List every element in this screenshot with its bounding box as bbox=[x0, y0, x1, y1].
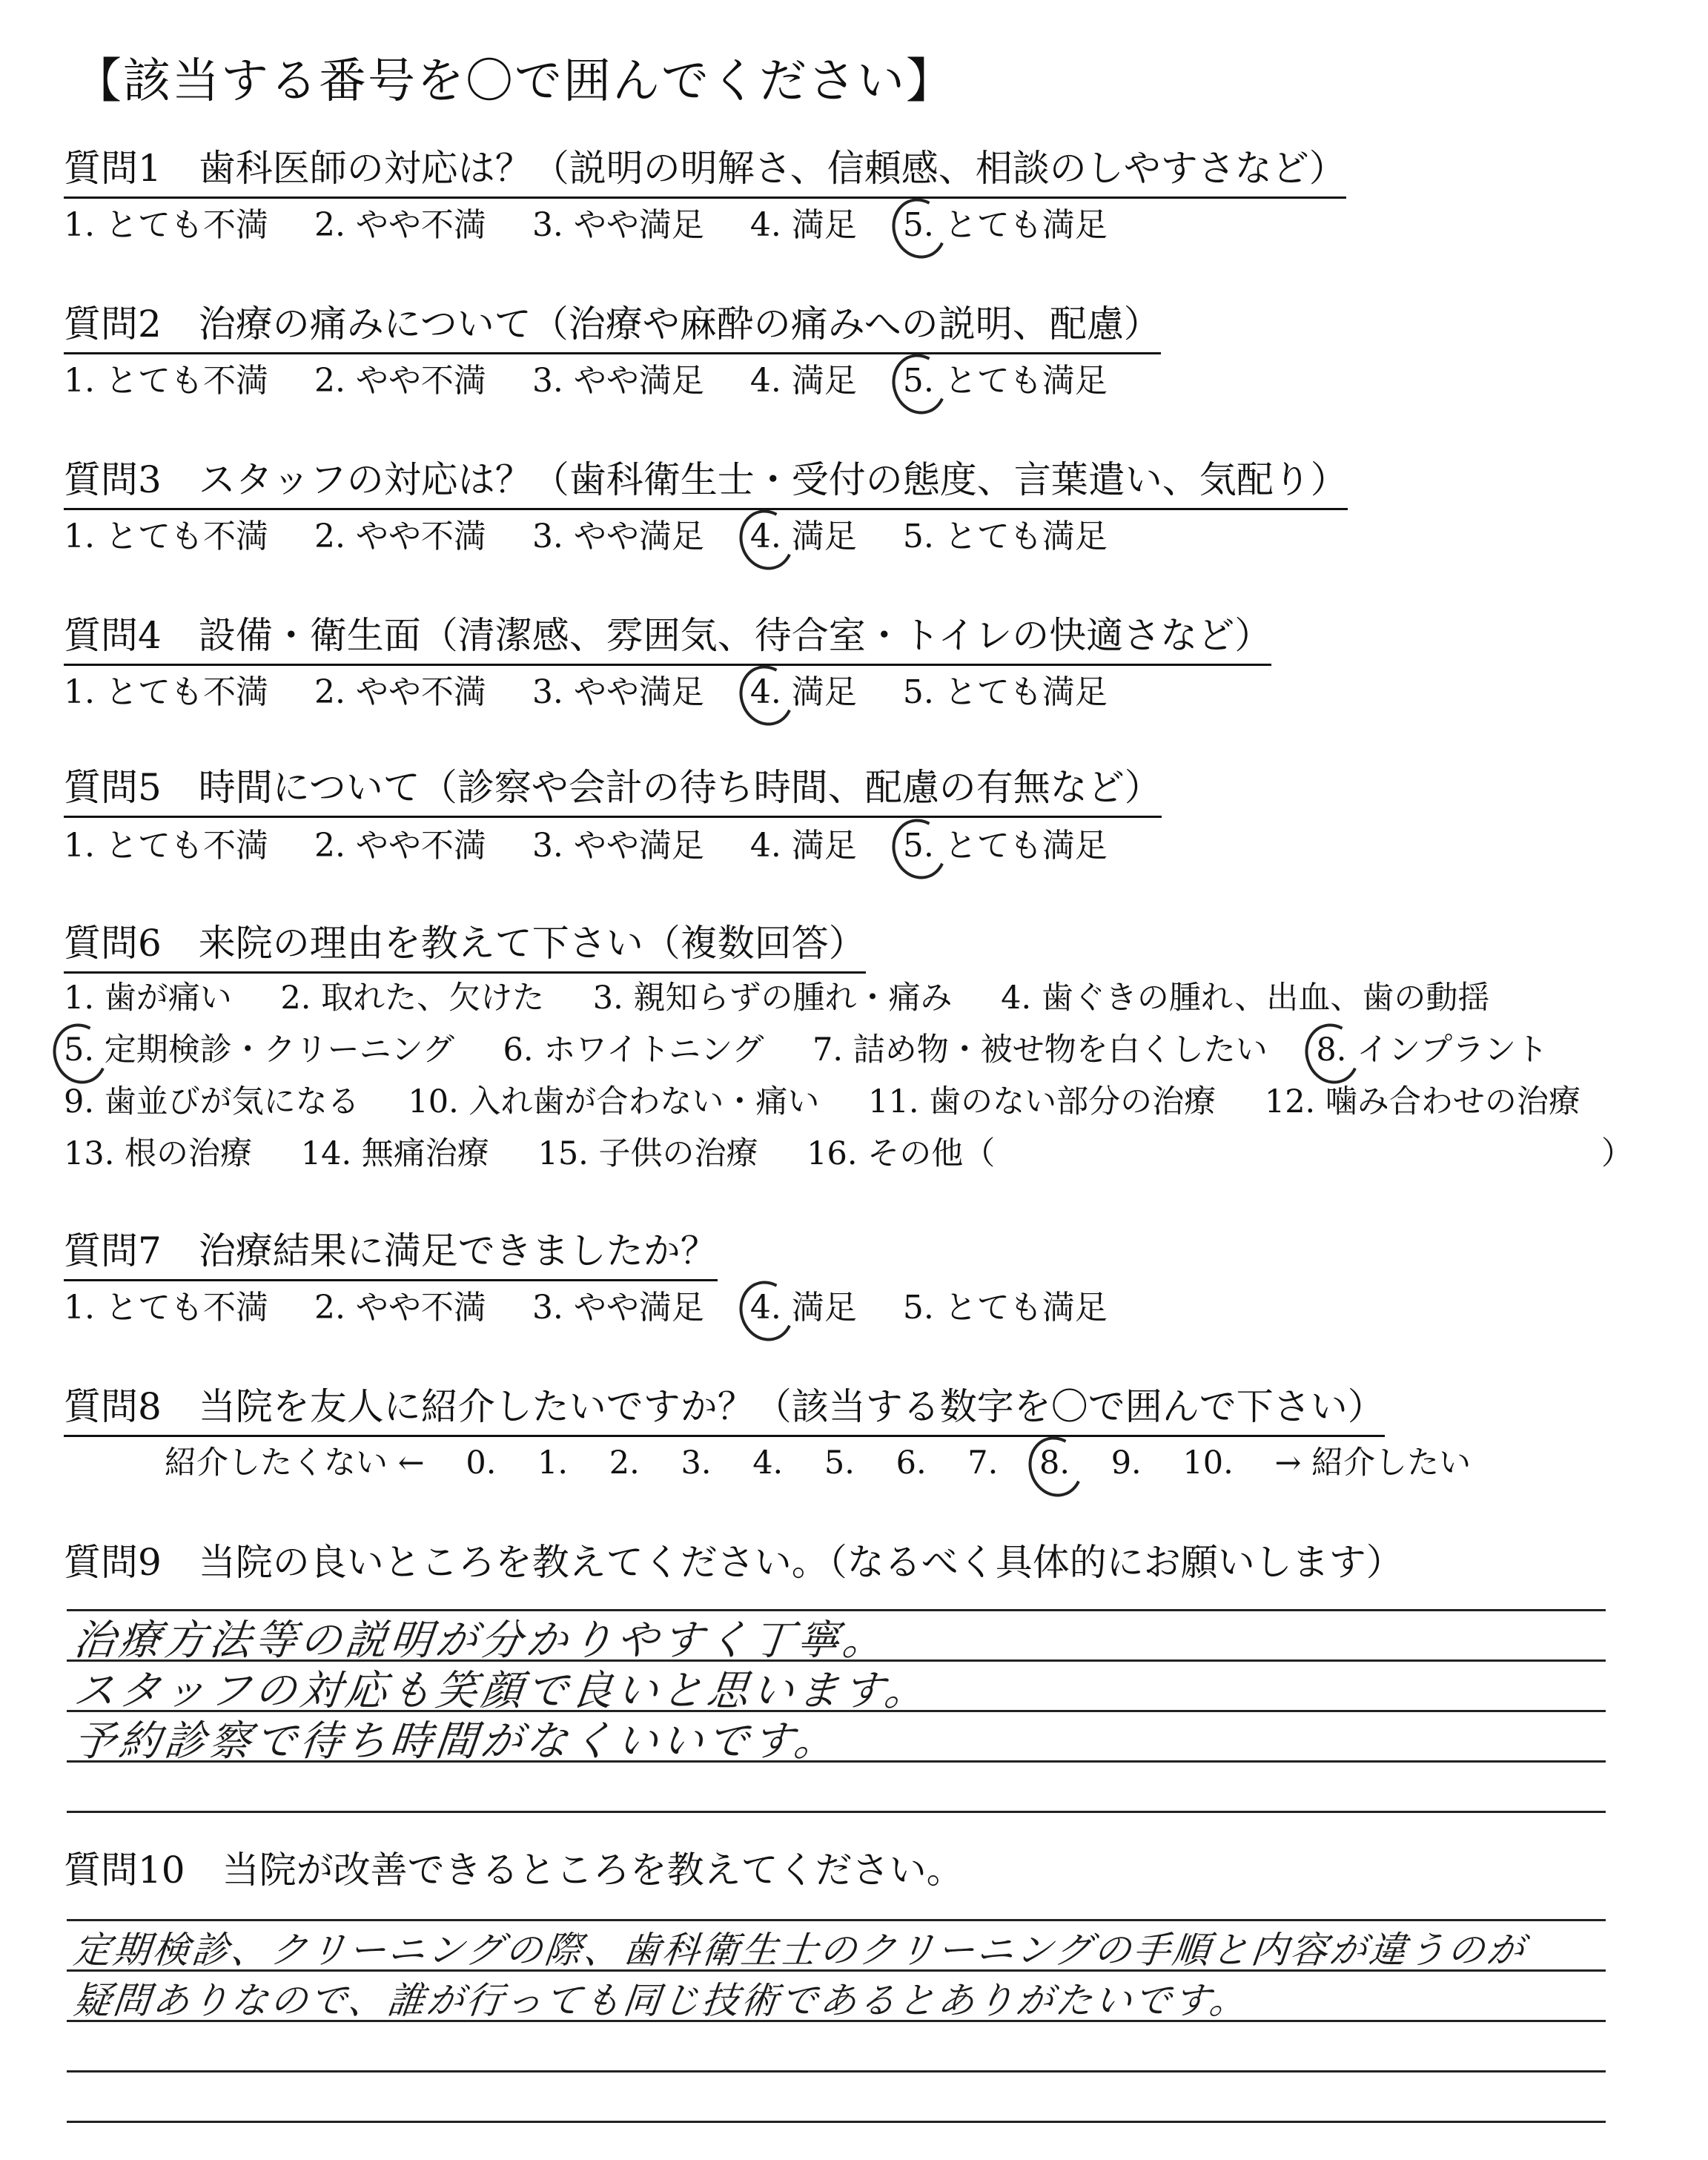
q6-row-2 bbox=[64, 1029, 1586, 1071]
q6-option-7[interactable]: 7. 詰め物・被せ物を白くしたい bbox=[812, 1031, 1268, 1069]
instruction-heading: 【該当する番号を〇で囲んでください】 bbox=[74, 54, 955, 109]
q4-option-5[interactable]: 5. とても満足 bbox=[902, 673, 1108, 711]
q7-option-3[interactable]: 3. やや満足 bbox=[532, 1289, 704, 1327]
q8-right-label: → 紹介したい bbox=[1274, 1444, 1472, 1482]
q6-option-1[interactable]: 1. 歯が痛い bbox=[64, 980, 232, 1017]
q9-answer-1[interactable]: 治療方法等の説明が分かりやすく丁寧。 bbox=[71, 1616, 890, 1665]
q6-option-15[interactable]: 15. 子供の治療 bbox=[537, 1135, 758, 1172]
q2-option-1[interactable]: 1. とても不満 bbox=[64, 362, 268, 400]
q1-option-2[interactable]: 2. やや不満 bbox=[314, 206, 486, 244]
q6-option-13[interactable]: 13. 根の治療 bbox=[64, 1135, 253, 1172]
q8-scale-0[interactable]: 0. bbox=[466, 1444, 497, 1482]
q2-options bbox=[64, 360, 1143, 403]
q5-option-3[interactable]: 3. やや満足 bbox=[532, 827, 704, 865]
hand-circle-mark bbox=[884, 347, 954, 421]
hand-circle-mark bbox=[884, 191, 954, 265]
q10-line-4 bbox=[67, 2070, 1606, 2073]
q1-option-1[interactable]: 1. とても不満 bbox=[64, 206, 268, 244]
q3-option-5[interactable]: 5. とても満足 bbox=[902, 518, 1108, 555]
q8-scale-8-label: 8. bbox=[1039, 1444, 1070, 1482]
q5-option-5-label: 5. とても満足 bbox=[902, 827, 1108, 865]
q8-scale-4[interactable]: 4. bbox=[752, 1444, 784, 1482]
q8-scale-2[interactable]: 2. bbox=[609, 1444, 640, 1482]
q3-option-1[interactable]: 1. とても不満 bbox=[64, 518, 268, 555]
q5-option-1[interactable]: 1. とても不満 bbox=[64, 827, 268, 865]
q4-option-3[interactable]: 3. やや満足 bbox=[532, 673, 704, 711]
hand-circle-mark bbox=[732, 658, 801, 733]
q6-option-16[interactable]: 16. その他（ bbox=[807, 1135, 996, 1172]
q6-option-9[interactable]: 9. 歯並びが気になる bbox=[64, 1083, 360, 1120]
q6-option-3[interactable]: 3. 親知らずの腫れ・痛み bbox=[592, 980, 953, 1017]
hand-circle-mark bbox=[884, 812, 954, 886]
q2-option-5-label: 5. とても満足 bbox=[902, 362, 1108, 400]
q5-options bbox=[64, 825, 1143, 868]
q4-title: 質問4 設備・衛生面（清潔感、雰囲気、待合室・トイレの快適さなど） bbox=[64, 612, 1271, 666]
q2-option-5-selected[interactable] bbox=[903, 360, 1108, 403]
q9-title: 質問9 当院の良いところを教えてください。（なるべく具体的にお願いします） bbox=[64, 1541, 1403, 1584]
q6-option-5-label: 5. 定期検診・クリーニング bbox=[64, 1031, 454, 1069]
q7-option-1[interactable]: 1. とても不満 bbox=[64, 1289, 268, 1327]
q2-option-3[interactable]: 3. やや満足 bbox=[532, 362, 704, 400]
q6-option-8-label: 8. インプラント bbox=[1316, 1031, 1549, 1069]
q4-option-4-selected[interactable] bbox=[750, 671, 857, 714]
hand-circle-mark bbox=[45, 1017, 115, 1091]
q10-answer-1[interactable]: 定期検診、クリーニングの際、歯科衛生士のクリーニングの手順と内容が違うのが bbox=[71, 1929, 1529, 1972]
q7-option-4-label: 4. 満足 bbox=[749, 1289, 857, 1327]
q6-row-4 bbox=[64, 1133, 1033, 1175]
q1-option-5-selected[interactable] bbox=[903, 204, 1108, 247]
q4-option-1[interactable]: 1. とても不満 bbox=[64, 673, 268, 711]
q1-title: 質問1 歯科医師の対応は？（説明の明解さ、信頼感、相談のしやすさなど） bbox=[64, 145, 1346, 199]
q8-scale-7[interactable]: 7. bbox=[967, 1444, 999, 1482]
q7-option-2[interactable]: 2. やや不満 bbox=[314, 1289, 486, 1327]
q6-option-14[interactable]: 14. 無痛治療 bbox=[300, 1135, 489, 1172]
q8-scale-6[interactable]: 6. bbox=[896, 1444, 927, 1482]
q3-options bbox=[64, 515, 1143, 558]
q4-options bbox=[64, 671, 1143, 714]
q3-option-3[interactable]: 3. やや満足 bbox=[532, 518, 704, 555]
hand-circle-mark bbox=[1297, 1017, 1367, 1091]
q8-left-label: 紹介したくない ← bbox=[165, 1444, 425, 1482]
q3-option-4-label: 4. 満足 bbox=[749, 518, 857, 555]
q4-option-2[interactable]: 2. やや不満 bbox=[314, 673, 486, 711]
q8-scale-8-selected[interactable] bbox=[1039, 1442, 1070, 1484]
hand-circle-mark bbox=[732, 503, 801, 577]
q6-other-close-paren: ） bbox=[1601, 1135, 1633, 1172]
q10-title: 質問10 当院が改善できるところを教えてください。 bbox=[64, 1849, 964, 1892]
q8-scale-1[interactable]: 1. bbox=[537, 1444, 569, 1482]
q8-scale-5[interactable]: 5. bbox=[824, 1444, 855, 1482]
q1-option-3[interactable]: 3. やや満足 bbox=[532, 206, 704, 244]
q9-answer-2[interactable]: スタッフの対応も笑顔で良いと思います。 bbox=[71, 1667, 933, 1715]
q6-option-12[interactable]: 12. 噛み合わせの治療 bbox=[1264, 1083, 1580, 1120]
q1-option-5-label: 5. とても満足 bbox=[902, 206, 1108, 244]
q2-option-4[interactable]: 4. 満足 bbox=[749, 362, 857, 400]
q8-title: 質問8 当院を友人に紹介したいですか？（該当する数字を〇で囲んで下さい） bbox=[64, 1383, 1385, 1437]
q8-scale-9[interactable]: 9. bbox=[1110, 1444, 1142, 1482]
q7-option-4-selected[interactable] bbox=[750, 1287, 857, 1330]
hand-circle-mark bbox=[732, 1274, 801, 1348]
q6-option-2[interactable]: 2. 取れた、欠けた bbox=[280, 980, 545, 1017]
q5-option-5-selected[interactable] bbox=[903, 825, 1108, 868]
q6-option-8-selected[interactable] bbox=[1316, 1029, 1548, 1071]
q5-title: 質問5 時間について（診察や会計の待ち時間、配慮の有無など） bbox=[64, 764, 1162, 818]
q5-option-4[interactable]: 4. 満足 bbox=[749, 827, 857, 865]
q6-option-6[interactable]: 6. ホワイトニング bbox=[503, 1031, 764, 1069]
q9-answer-3[interactable]: 予約診察で待ち時間がなくいいです。 bbox=[71, 1717, 842, 1766]
q8-scale-10[interactable]: 10. bbox=[1182, 1444, 1234, 1482]
q5-option-2[interactable]: 2. やや不満 bbox=[314, 827, 486, 865]
q2-title: 質問2 治療の痛みについて（治療や麻酔の痛みへの説明、配慮） bbox=[64, 300, 1161, 354]
q8-scale bbox=[165, 1442, 1502, 1484]
q7-options bbox=[64, 1287, 1143, 1330]
q2-option-2[interactable]: 2. やや不満 bbox=[314, 362, 486, 400]
hand-circle-mark bbox=[1021, 1430, 1090, 1504]
q1-options bbox=[64, 204, 1143, 247]
q3-option-4-selected[interactable] bbox=[750, 515, 857, 558]
q10-answer-2[interactable]: 疑問ありなので、誰が行っても同じ技術であるとありがたいです。 bbox=[71, 1979, 1251, 2022]
q9-line-5 bbox=[67, 1811, 1606, 1813]
q7-option-5[interactable]: 5. とても満足 bbox=[902, 1289, 1108, 1327]
q6-option-5-selected[interactable] bbox=[64, 1029, 454, 1071]
q8-scale-3[interactable]: 3. bbox=[681, 1444, 712, 1482]
q7-title: 質問7 治療結果に満足できましたか？ bbox=[64, 1227, 718, 1281]
q10-line-5 bbox=[67, 2121, 1606, 2123]
q6-option-11[interactable]: 11. 歯のない部分の治療 bbox=[868, 1083, 1217, 1120]
q3-title: 質問3 スタッフの対応は？（歯科衛生士・受付の態度、言葉遣い、気配り） bbox=[64, 456, 1348, 510]
q6-title: 質問6 来院の理由を教えて下さい（複数回答） bbox=[64, 919, 866, 974]
q6-option-10[interactable]: 10. 入れ歯が合わない・痛い bbox=[408, 1083, 820, 1120]
q1-option-4[interactable]: 4. 満足 bbox=[749, 206, 857, 244]
q4-option-4-label: 4. 満足 bbox=[749, 673, 857, 711]
q6-row-1 bbox=[64, 977, 1528, 1019]
q3-option-2[interactable]: 2. やや不満 bbox=[314, 518, 486, 555]
q6-row-3 bbox=[64, 1081, 1619, 1123]
q6-option-4[interactable]: 4. 歯ぐきの腫れ、出血、歯の動揺 bbox=[1001, 980, 1490, 1017]
